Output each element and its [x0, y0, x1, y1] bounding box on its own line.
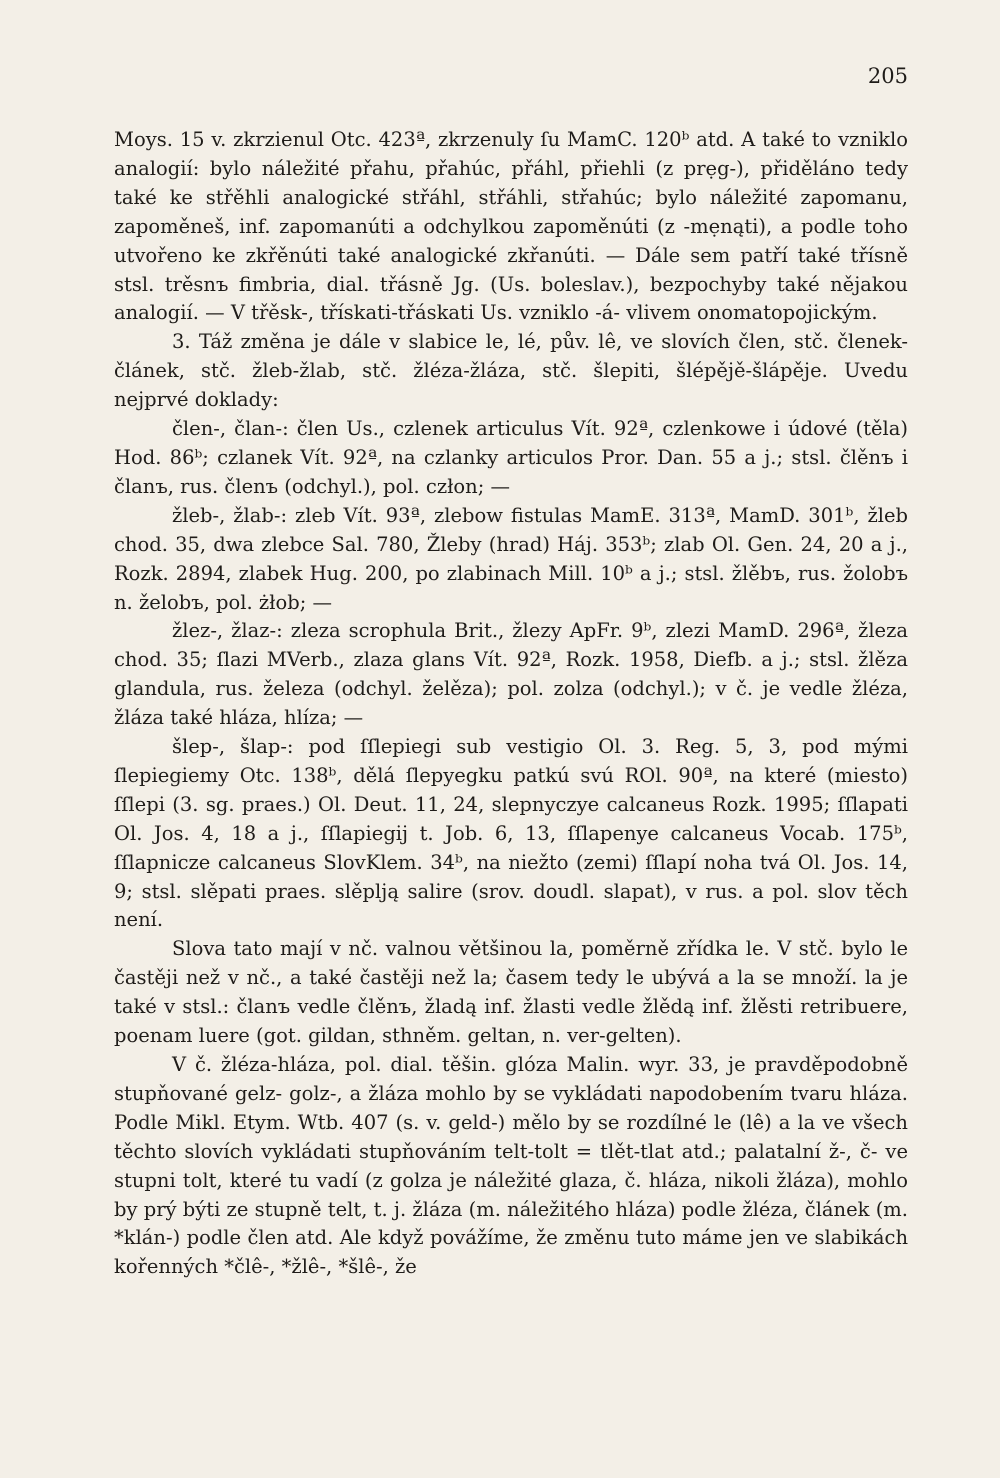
paragraph-6: šlep-, šlap-: pod ſſlepiegi sub vestigio Ol. 3. Reg. 5, 3, pod mými ſlepiegiemy Otc. 138ᵇ, dělá ſlepyegku patkú svú ROl. 90ª, na které (miesto) ſſlepi (3. sg. praes.) Ol. Deut. 11, 24, slepnyczye calcaneus Rozk. 1995; ſſlapati Ol. Jos. 4, 18 a j., ſſlapiegij t. Job. 6, 13, ſſlapenye calcaneus Vocab. 175ᵇ, ſſlapnicze calcaneus SlovKlem. 34ᵇ, na niežto (zemi) ſſlapí noha tvá Ol. Jos. 14, 9; stsl. slěpati praes. slěplją salire (srov. doudl. slapat), v rus. a pol. slov těch není. — [114, 735, 908, 932]
paragraph-8: V č. žléza-hláza, pol. dial. těšin. glóza Malin. wyr. 33, je pravděpodobně stupňované gelz- golz-, a žláza mohlo by se vykládati napodobením tvaru hláza. Podle Mikl. Etym. Wtb. 407 (s. v. geld-) mělo by se rozdílné le (lê) a la ve všech těchto slovích vykládati stupňováním telt-tolt = tlět-tlat atd.; palatalní ž-, č- ve stupni tolt, které tu vadí (z golza je náležité glaza, č. hláza, nikoli žláza), mohlo by prý býti ze stupně telt, t. j. žláza (m. náležitého hláza) podle žléza, článek (m. *klán-) podle člen atd. Ale když povážíme, že změnu tuto máme jen ve slabikách kořenných *člê-, *žlê-, *šlê-, že — [114, 1053, 908, 1279]
main-text — [114, 126, 908, 1282]
paragraph-3: člen-, član-: člen Us., czlenek articulus Vít. 92ª, czlenkowe i údové (těla) Hod. 86ᵇ; czlanek Vít. 92ª, na czlanky articulos Pror. Dan. 55 a j.; stsl. člěnъ i članъ, rus. členъ (odchyl.), pol. człon; — — [114, 417, 908, 498]
paragraph-7: Slova tato mají v nč. valnou většinou la, poměrně zřídka le. V stč. bylo le častěji než v nč., a také častěji než la; časem tedy le ubývá a la se množí. la je také v stsl.: članъ vedle člěnъ, žladą inf. žlasti vedle žlědą inf. žlěsti retribuere, poenam luere (got. gildan, sthněm. geltan, n. ver-gelten). — [114, 937, 908, 1048]
paragraph-2: 3. Táž změna je dále v slabice le, lé, pův. lê, ve slovích člen, stč. členek-článek, stč. žleb-žlab, stč. žléza-žláza, stč. šlepiti, šlépějě-šlápěje. Uvedu nejprvé doklady: — [114, 330, 908, 412]
page-number: 205 — [867, 64, 908, 88]
paragraph-5: žlez-, žlaz-: zleza scrophula Brit., žlezy ApFr. 9ᵇ, zlezi MamD. 296ª, žleza chod. 35; ſlazi MVerb., zlaza glans Vít. 92ª, Rozk. 1958, Diefb. a j.; stsl. žlěza glandula, rus. železa (odchyl. želěza); pol. zolza (odchyl.); v č. je vedle žléza, žláza také hláza, hlíza; — — [114, 619, 908, 730]
paragraph-1: Moys. 15 v. zkrzienul Otc. 423ª, zkrzenuly ſu MamC. 120ᵇ atd. A také to vzniklo analogií: bylo náležité přahu, přahúc, přáhl, přiehli (z prẹg-), přiděláno tedy také ke střěhli analogické střáhl, střáhli, střahúc; bylo náležité zapomanu, zapoměneš, inf. zapomanúti a odchylkou zapoměnúti (z -mẹnąti), a podle toho utvořeno ke zkřěnúti také analogické zkřanúti. — Dále sem patří také třísně stsl. trěsnъ fimbria, dial. třásně Jg. (Us. boleslav.), bezpochyby také nějakou analogií. — V třěsk-, třískati-třáskati Us. vzniklo -á- vlivem onomatopojickým. — [114, 128, 908, 325]
paragraph-4: žleb-, žlab-: zleb Vít. 93ª, zlebow fistulas MamE. 313ª, MamD. 301ᵇ, žleb chod. 35, dwa zlebce Sal. 780, Žleby (hrad) Háj. 353ᵇ; zlab Ol. Gen. 24, 20 a j., Rozk. 2894, zlabek Hug. 200, po zlabinach Mill. 10ᵇ a j.; stsl. žlěbъ, rus. žolobъ n. želobъ, pol. żłob; — — [114, 503, 908, 614]
